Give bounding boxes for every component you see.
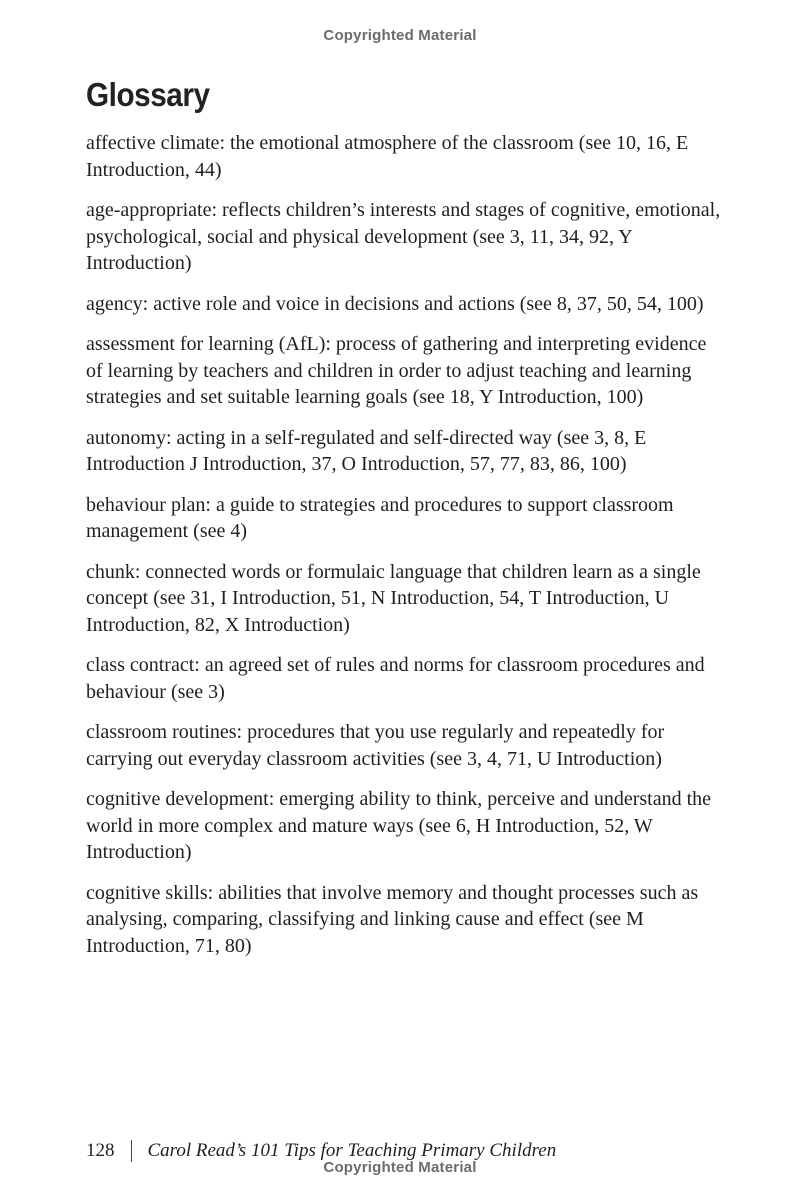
- glossary-list: [86, 130, 726, 973]
- glossary-entry: cognitive development: emerging ability to think, perceive and understand the world in more complex and mature ways (see 6, H Introduction, 52, W Introduction): [86, 788, 712, 863]
- glossary-entry: assessment for learning (AfL): process of gathering and interpreting evidence of learning by teachers and children in order to adjust teaching and learning strategies and set suitable learning goals (see 18, Y Introduction, 100): [86, 333, 707, 408]
- book-title: Carol Read’s 101 Tips for Teaching Primary Children: [147, 1140, 557, 1161]
- copyright-watermark-bottom: Copyrighted Material: [323, 1159, 477, 1176]
- glossary-entry: behaviour plan: a guide to strategies and procedures to support classroom management (see 4): [86, 493, 674, 542]
- glossary-entry: classroom routines: procedures that you use regularly and repeatedly for carrying out everyday classroom activities (see 3, 4, 71, U Introduction): [86, 721, 665, 770]
- glossary-entry: cognitive skills: abilities that involve memory and thought processes such as analysing, comparing, classifying and linking cause and effect (see M Introduction, 71, 80): [86, 881, 699, 957]
- glossary-entry: agency: active role and voice in decisions and actions (see 8, 37, 50, 54, 100): [86, 292, 704, 315]
- glossary-entry: autonomy: acting in a self-regulated and self-directed way (see 3, 8, E Introduction J Introduction, 37, O Introduction, 57, 77, 83, 86, 100): [86, 426, 647, 475]
- glossary-entry: age-appropriate: reflects children’s interests and stages of cognitive, emotional, psychological, social and physical development (see 3, 11, 34, 92, Y Introduction): [86, 199, 721, 274]
- page-number: 128: [86, 1140, 115, 1161]
- glossary-entry: affective climate: the emotional atmosphere of the classroom (see 10, 16, E Introduction, 44): [86, 132, 689, 181]
- glossary-entry: chunk: connected words or formulaic language that children learn as a single concept (see 31, I Introduction, 51, N Introduction, 54, T Introduction, U Introduction, 82, X Introduction): [86, 560, 701, 636]
- page-title: Glossary: [86, 76, 210, 113]
- glossary-entry: class contract: an agreed set of rules and norms for classroom procedures and behaviour (see 3): [86, 654, 705, 703]
- copyright-watermark-top: Copyrighted Material: [323, 27, 477, 44]
